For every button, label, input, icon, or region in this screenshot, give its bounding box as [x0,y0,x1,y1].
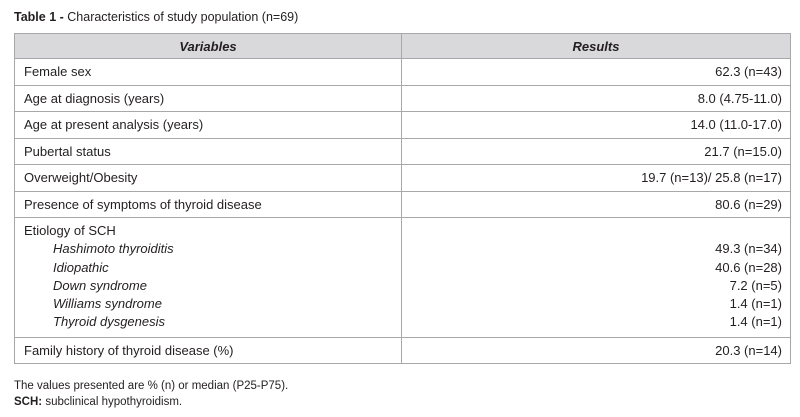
result-cell: 14.0 (11.0-17.0) [402,112,791,139]
variable-cell: Family history of thyroid disease (%) [15,337,402,364]
variable-cell: Age at diagnosis (years) [15,85,402,112]
result-cell: 62.3 (n=43) [402,59,791,86]
etiology-results-cell [402,218,791,338]
etiology-item-label: Williams syndrome [53,296,162,312]
result-cell: 21.7 (n=15.0) [402,138,791,165]
etiology-item-label: Down syndrome [53,277,147,293]
etiology-item-result: 7.2 (n=5) [729,277,782,293]
table-row [15,165,791,192]
table-row [15,112,791,139]
etiology-item-label: Idiopathic [53,259,109,275]
result-cell: 80.6 (n=29) [402,191,791,218]
result-cell: 19.7 (n=13)/ 25.8 (n=17) [402,165,791,192]
table-footnotes [14,378,288,410]
table-row [15,59,791,86]
table-header-row [15,34,791,59]
etiology-item-result: 40.6 (n=28) [715,259,782,275]
table-caption-label: Table 1 - [14,10,64,24]
abbreviation-term: SCH: [14,396,43,408]
variable-cell: Age at present analysis (years) [15,112,402,139]
header-variables: Variables [15,34,402,59]
etiology-item-result: 1.4 (n=1) [729,314,782,330]
values-footnote: The values presented are % (n) or median (P25-P75). [14,380,289,392]
variable-cell: Female sex [15,59,402,86]
etiology-item-label: Hashimoto thyroiditis [53,241,174,257]
abbreviation-definition: subclinical hypothyroidism. [45,396,183,408]
result-cell: 20.3 (n=14) [402,337,791,364]
etiology-variables-cell [15,218,402,338]
etiology-item-result: 1.4 (n=1) [729,296,782,312]
table-row [15,191,791,218]
variable-cell: Overweight/Obesity [15,165,402,192]
variable-cell: Presence of symptoms of thyroid disease [15,191,402,218]
etiology-item-result: 49.3 (n=34) [715,241,782,257]
etiology-label: Etiology of SCH [24,223,116,238]
abbreviation-footnote [14,394,288,410]
variable-cell: Pubertal status [15,138,402,165]
table-row [15,337,791,364]
header-results: Results [402,34,791,59]
etiology-item-label: Thyroid dysgenesis [53,314,165,330]
table-caption-text: Characteristics of study population (n=69) [67,10,299,24]
etiology-row [15,218,791,338]
table-caption [14,10,298,24]
table-row [15,85,791,112]
table-row [15,138,791,165]
characteristics-table [14,33,791,364]
etiology-spacer [411,222,782,240]
result-cell: 8.0 (4.75-11.0) [402,85,791,112]
